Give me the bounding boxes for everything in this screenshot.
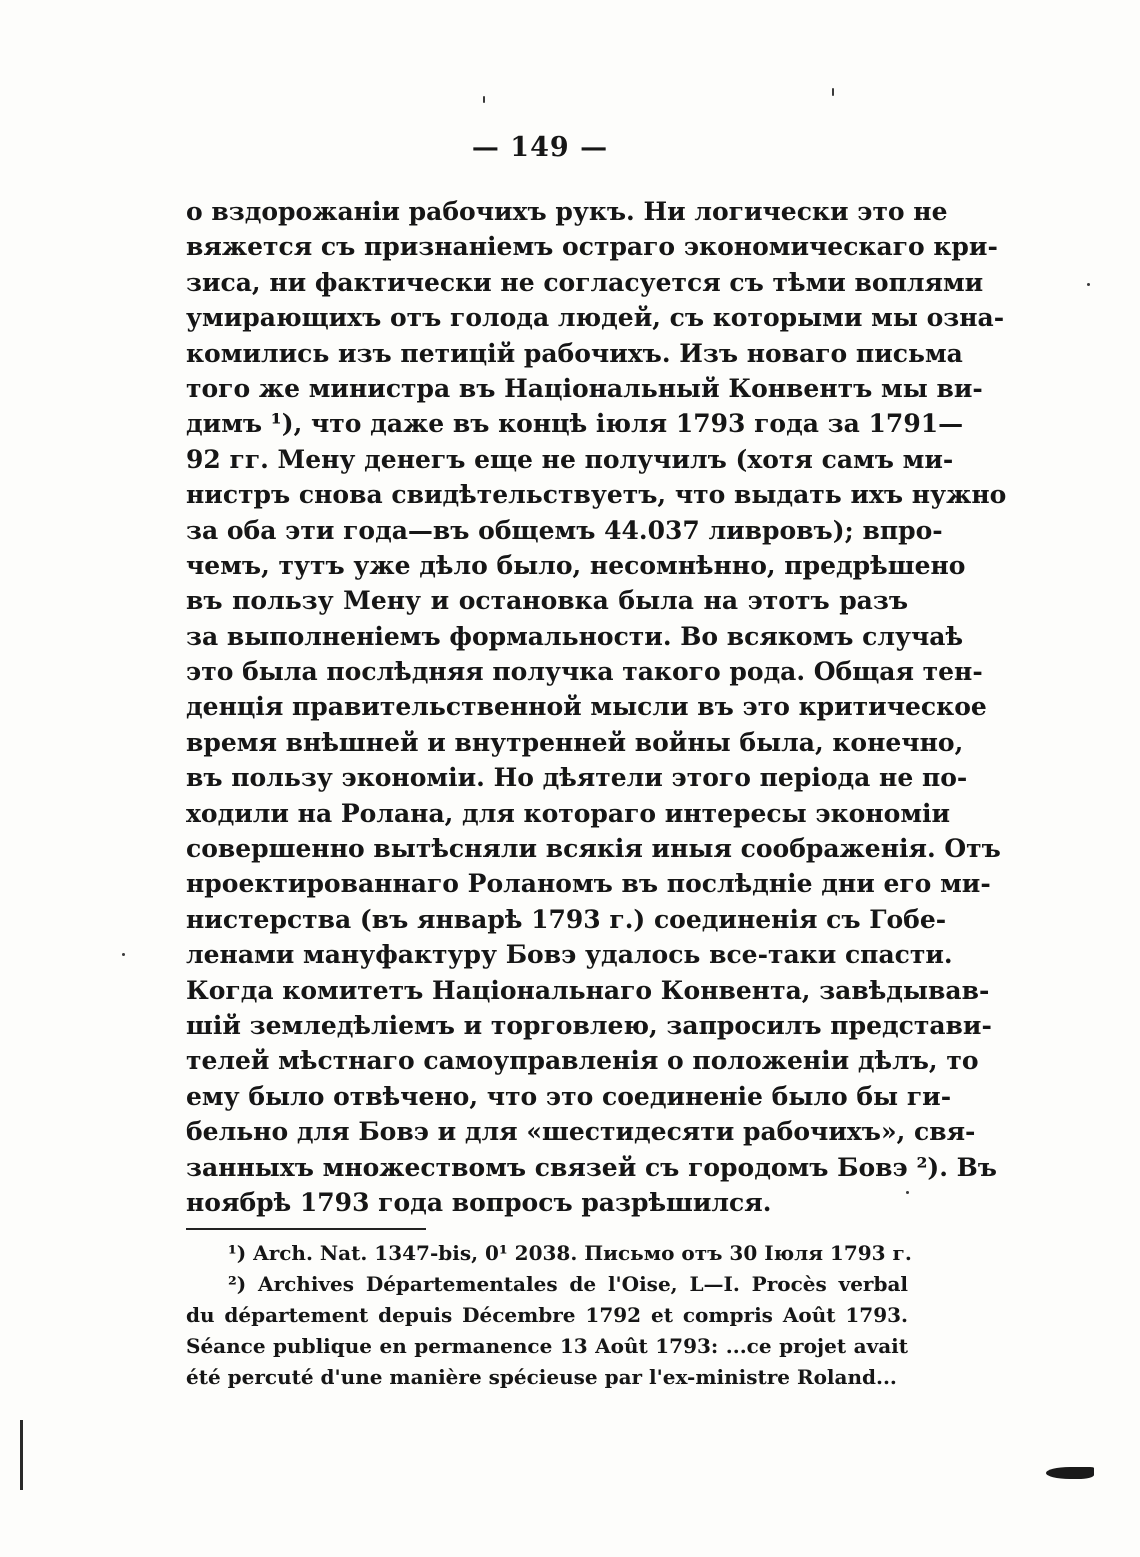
footnote-2-cont: été percuté d'une manière spécieuse par l'ex-ministre Roland...	[186, 1365, 897, 1389]
text-line: ленами мануфактуру Бовэ удалось все-таки спасти.	[186, 940, 953, 970]
text-line: телей мѣстнаго самоуправленія о положеніи дѣлъ, то	[186, 1046, 979, 1076]
text-line: нистръ снова свидѣтельствуетъ, что выдать ихъ нужно	[186, 480, 1007, 510]
text-line: вяжется съ признаніемъ остраго экономическаго кри-	[186, 232, 998, 262]
body-text	[186, 194, 1007, 1220]
scan-speck	[832, 88, 834, 96]
text-line: нистерства (въ январѣ 1793 г.) соединенія съ Гобе-	[186, 904, 947, 934]
text-line: время внѣшней и внутренней войны была, конечно,	[186, 727, 964, 757]
ink-blot	[1046, 1467, 1094, 1479]
text-line: за оба эти года—въ общемъ 44.037 ливровъ); впро-	[186, 515, 943, 545]
text-line: въ пользу экономіи. Но дѣятели этого періода не по-	[186, 763, 968, 793]
text-line: совершенно вытѣсняли всякія иныя соображенія. Отъ	[186, 834, 1001, 864]
text-line: Когда комитетъ Національнаго Конвента, завѣдывав-	[186, 975, 990, 1005]
text-line: зиса, ни фактически не согласуется съ тѣми воплями	[186, 267, 984, 297]
text-line: чемъ, тутъ уже дѣло было, несомнѣнно, предрѣшено	[186, 550, 966, 580]
text-line: 92 гг. Мену денегъ еще не получилъ (хотя самъ ми-	[186, 444, 954, 474]
text-line: димъ ¹), что даже въ концѣ іюля 1793 года за 1791—	[186, 409, 964, 439]
footnote-2-cont: du département depuis Décembre 1792 et compris Août 1793.	[186, 1303, 908, 1327]
scan-speck	[122, 953, 125, 956]
text-line: за выполненіемъ формальности. Во всякомъ случаѣ	[186, 621, 964, 651]
text-line: ходили на Ролана, для котораго интересы экономіи	[186, 798, 951, 828]
footnote-2-cont: Séance publique en permanence 13 Août 1793: ...ce projet avait	[186, 1334, 908, 1358]
text-line: занныхъ множествомъ связей съ городомъ Бовэ ²). Въ	[186, 1152, 997, 1182]
text-line: ему было отвѣчено, что это соединеніе было бы ги-	[186, 1081, 952, 1111]
text-line: о вздорожаніи рабочихъ рукъ. Ни логически это не	[186, 197, 948, 226]
scan-speck	[1087, 283, 1090, 286]
footnotes	[186, 1238, 912, 1393]
text-line: денція правительственной мысли въ это критическое	[186, 692, 987, 722]
footnote-1: ¹) Arch. Nat. 1347-bis, 0¹ 2038. Письмо отъ 30 Іюля 1793 г.	[228, 1241, 912, 1265]
text-line: того же министра въ Національный Конвентъ мы ви-	[186, 373, 983, 403]
page-number: — 149 —	[471, 132, 609, 163]
scan-speck	[483, 96, 485, 103]
text-line: шій земледѣліемъ и торговлею, запросилъ представи-	[186, 1010, 992, 1040]
footnote-separator	[186, 1228, 426, 1230]
text-line: комились изъ петицій рабочихъ. Изъ новаго письма	[186, 338, 963, 368]
text-line: нроектированнаго Роланомъ въ послѣдніе дни его ми-	[186, 869, 991, 899]
scan-speck	[906, 1191, 909, 1194]
text-line: въ пользу Мену и остановка была на этотъ разъ	[186, 586, 908, 616]
text-line: это была послѣдняя получка такого рода. Общая тен-	[186, 657, 983, 687]
footnote-2: ²) Archives Départementales de l'Oise, L—I. Procès verbal	[228, 1272, 908, 1296]
text-line: умирающихъ отъ голода людей, съ которыми мы озна-	[186, 303, 1005, 333]
scan-edge-mark	[20, 1420, 23, 1490]
text-line: ноябрѣ 1793 года вопросъ разрѣшился.	[186, 1187, 772, 1217]
text-line: бельно для Бовэ и для «шестидесяти рабочихъ», свя-	[186, 1117, 976, 1147]
